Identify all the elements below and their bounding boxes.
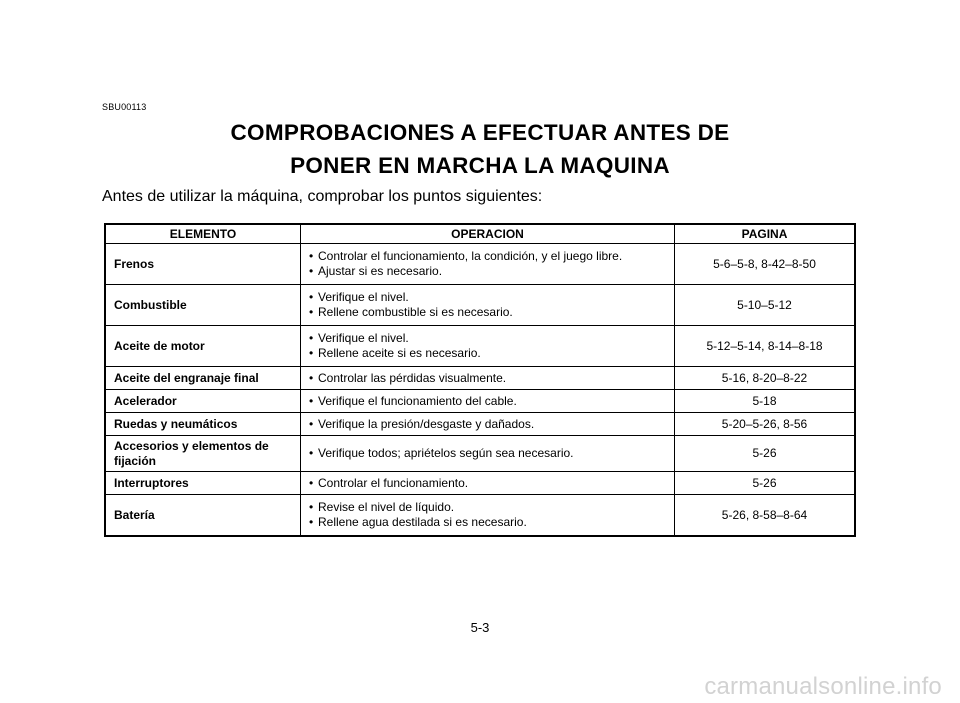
table-row <box>105 472 855 495</box>
table-header-row <box>105 224 855 244</box>
table-row <box>105 326 855 367</box>
operation-bullet: • Verifique el nivel. <box>309 331 666 346</box>
row-page: 5-6–5-8, 8-42–8-50 <box>675 244 856 285</box>
pre-operation-check-table <box>104 223 856 537</box>
row-operation <box>301 472 675 495</box>
page-title-line-1: COMPROBACIONES A EFECTUAR ANTES DE <box>230 120 730 145</box>
row-operation <box>301 390 675 413</box>
operation-bullet: • Verifique todos; apriételos según sea necesario. <box>309 446 666 461</box>
row-page: 5-10–5-12 <box>675 285 856 326</box>
row-item: Accesorios y elementos de fijación <box>105 436 301 472</box>
row-page: 5-20–5-26, 8-56 <box>675 413 856 436</box>
row-operation <box>301 285 675 326</box>
row-item: Batería <box>105 495 301 537</box>
row-page: 5-26, 8-58–8-64 <box>675 495 856 537</box>
operation-bullet: • Verifique el funcionamiento del cable. <box>309 394 666 409</box>
row-operation <box>301 244 675 285</box>
operation-bullet: • Verifique la presión/desgaste y dañados. <box>309 417 666 432</box>
row-page: 5-16, 8-20–8-22 <box>675 367 856 390</box>
table-row <box>105 390 855 413</box>
row-page: 5-18 <box>675 390 856 413</box>
row-operation <box>301 326 675 367</box>
row-operation <box>301 436 675 472</box>
row-operation <box>301 495 675 537</box>
header-operacion: OPERACION <box>301 224 675 244</box>
operation-bullet: • Ajustar si es necesario. <box>309 264 666 279</box>
operation-bullet: • Revise el nivel de líquido. <box>309 500 666 515</box>
table-row <box>105 413 855 436</box>
operation-bullet: • Controlar las pérdidas visualmente. <box>309 371 666 386</box>
row-item: Aceite de motor <box>105 326 301 367</box>
intro-text: Antes de utilizar la máquina, comprobar los puntos siguientes: <box>102 188 543 205</box>
operation-bullet: • Verifique el nivel. <box>309 290 666 305</box>
operation-bullet: • Controlar el funcionamiento. <box>309 476 666 491</box>
row-item: Combustible <box>105 285 301 326</box>
row-item: Ruedas y neumáticos <box>105 413 301 436</box>
row-operation <box>301 367 675 390</box>
table-row <box>105 436 855 472</box>
table-row <box>105 367 855 390</box>
page-title-line-2: PONER EN MARCHA LA MAQUINA <box>290 153 670 178</box>
header-pagina: PAGINA <box>675 224 856 244</box>
table-row <box>105 244 855 285</box>
table-row <box>105 495 855 537</box>
row-page: 5-12–5-14, 8-14–8-18 <box>675 326 856 367</box>
operation-bullet: • Rellene aceite si es necesario. <box>309 346 666 361</box>
table-row <box>105 285 855 326</box>
page-number: 5-3 <box>470 620 490 635</box>
row-page: 5-26 <box>675 436 856 472</box>
row-item: Acelerador <box>105 390 301 413</box>
operation-bullet: • Rellene agua destilada si es necesario. <box>309 515 666 530</box>
row-item: Aceite del engranaje final <box>105 367 301 390</box>
operation-bullet: • Controlar el funcionamiento, la condición, y el juego libre. <box>309 249 666 264</box>
row-item: Interruptores <box>105 472 301 495</box>
operation-bullet: • Rellene combustible si es necesario. <box>309 305 666 320</box>
watermark: carmanualsonline.info <box>704 673 942 700</box>
row-operation <box>301 413 675 436</box>
row-item: Frenos <box>105 244 301 285</box>
section-code: SBU00113 <box>102 102 147 112</box>
header-elemento: ELEMENTO <box>105 224 301 244</box>
row-page: 5-26 <box>675 472 856 495</box>
